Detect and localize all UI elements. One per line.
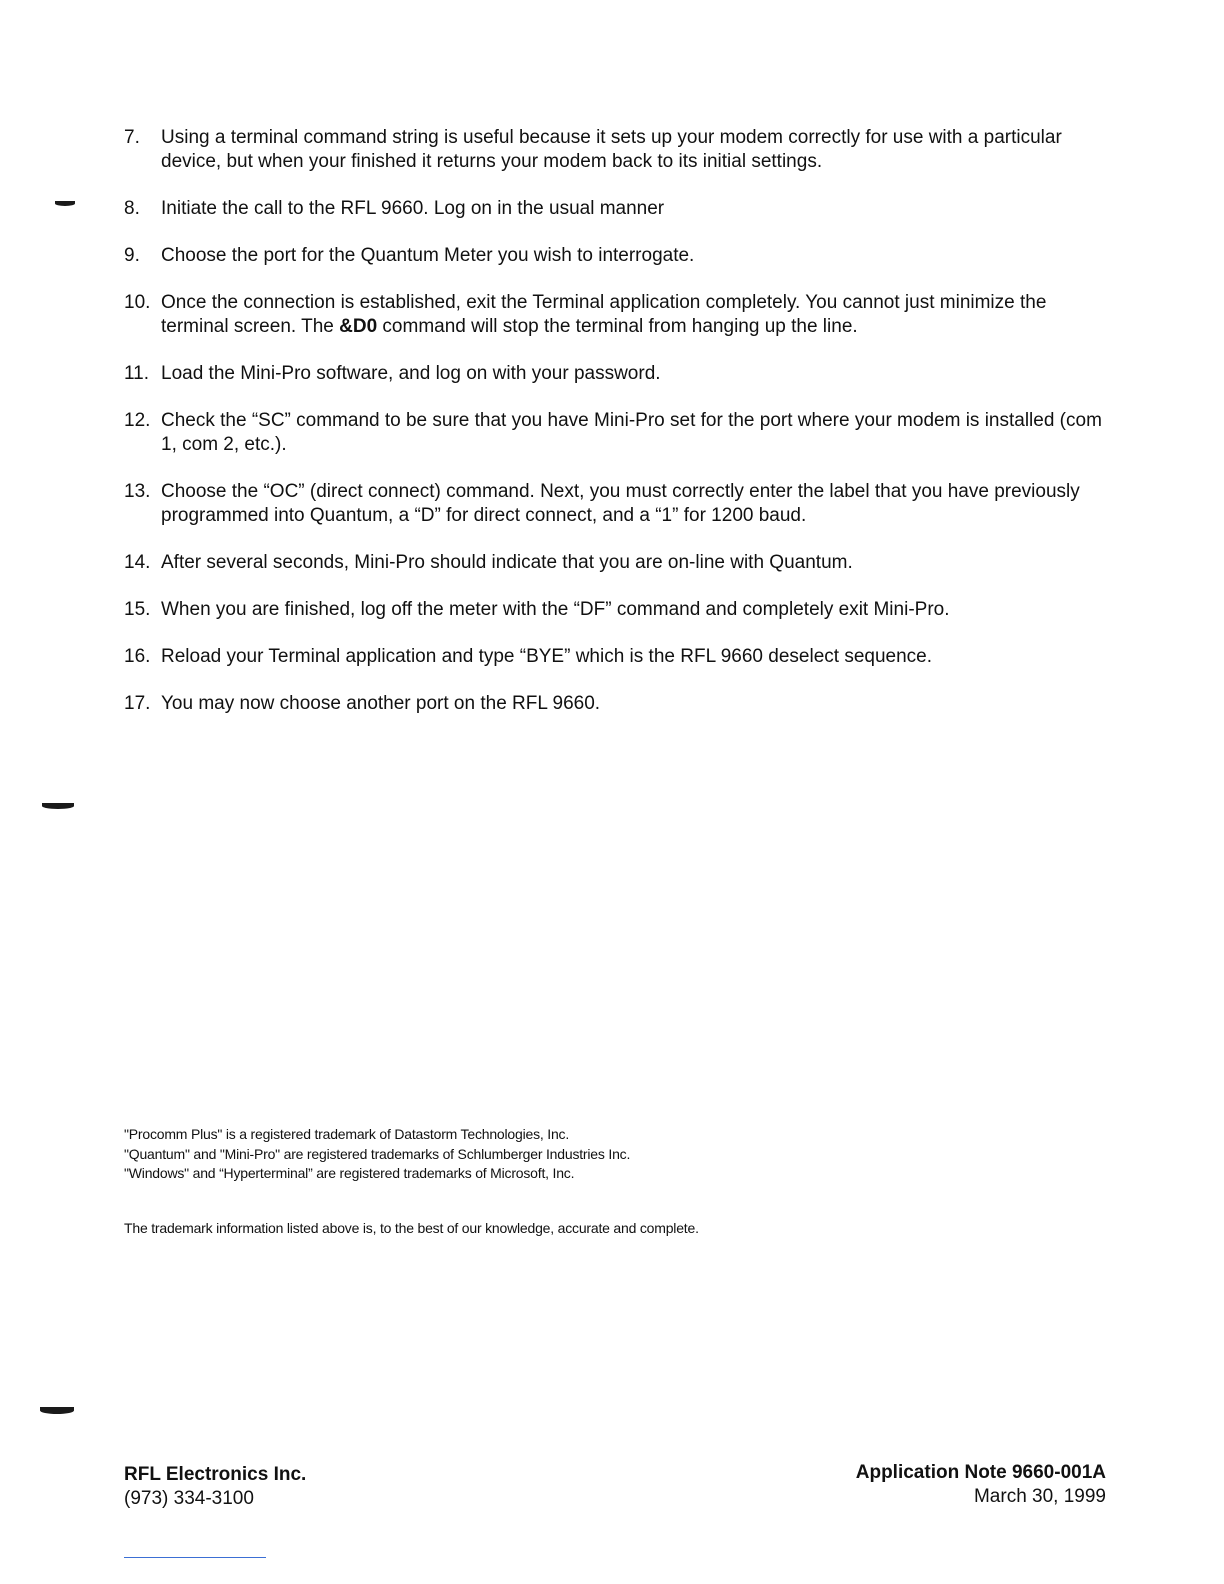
step-number: 9.: [124, 245, 140, 266]
step-text-part: command will stop the terminal from hanging up the line.: [377, 316, 858, 337]
binding-mark: [42, 803, 74, 809]
step-number: 8.: [124, 198, 140, 219]
company-phone: (973) 334-3100: [124, 1488, 254, 1509]
step-number: 11.: [124, 363, 150, 384]
command-code: &D0: [339, 316, 378, 337]
step-text-part: Once the connection is established, exit the Terminal application completely. You cannot just minimize the terminal screen. The: [161, 292, 1047, 337]
step-item: [124, 692, 1104, 716]
footer-document-block: [856, 1461, 1106, 1509]
step-text: Load the Mini-Pro software, and log on with your password.: [161, 363, 661, 384]
step-item: [124, 480, 1104, 528]
step-number: 13.: [124, 481, 151, 502]
step-item: [124, 598, 1104, 622]
step-text: You may now choose another port on the RFL 9660.: [161, 693, 601, 714]
footer-company-block: [124, 1463, 306, 1511]
trademark-notices: [124, 1125, 630, 1184]
step-item: [124, 362, 1104, 386]
step-item: [124, 551, 1104, 575]
step-item: [124, 244, 1104, 268]
step-text: [161, 292, 1046, 337]
step-item: [124, 409, 1104, 457]
step-number: 7.: [124, 127, 140, 148]
step-number: 16.: [124, 646, 151, 667]
trademark-disclaimer: The trademark information listed above is, to the best of our knowledge, accurate and complete.: [124, 1220, 699, 1236]
company-name: RFL Electronics Inc.: [124, 1464, 307, 1485]
instruction-steps-list: [124, 126, 1104, 739]
binding-mark: [55, 201, 75, 206]
trademark-line: "Windows" and “Hyperterminal” are registered trademarks of Microsoft, Inc.: [124, 1165, 575, 1181]
binding-mark: [40, 1407, 74, 1414]
step-item: [124, 126, 1104, 174]
step-text: Check the “SC” command to be sure that you have Mini-Pro set for the port where your modem is installed (com 1, com 2, etc.).: [161, 410, 1102, 455]
footer-rule: [124, 1557, 266, 1558]
trademark-line: "Quantum" and "Mini-Pro" are registered trademarks of Schlumberger Industries Inc.: [124, 1145, 631, 1162]
step-text: Reload your Terminal application and type “BYE” which is the RFL 9660 deselect sequence.: [161, 646, 932, 667]
step-number: 14.: [124, 552, 151, 573]
document-date: March 30, 1999: [973, 1486, 1106, 1507]
step-text: Choose the port for the Quantum Meter you wish to interrogate.: [161, 245, 695, 266]
step-text: Initiate the call to the RFL 9660. Log on in the usual manner: [161, 198, 665, 219]
document-title: Application Note 9660-001A: [855, 1462, 1106, 1483]
step-number: 12.: [124, 410, 151, 431]
step-number: 15.: [124, 599, 151, 620]
step-text: Using a terminal command string is useful because it sets up your modem correctly for use with a particular device, but when your finished it returns your modem back to its initial settings.: [161, 127, 1062, 172]
trademark-line: "Procomm Plus" is a registered trademark of Datastorm Technologies, Inc.: [124, 1126, 570, 1142]
step-number: 10.: [124, 292, 151, 313]
step-item: [124, 291, 1104, 339]
step-item: [124, 645, 1104, 669]
step-text: Choose the “OC” (direct connect) command. Next, you must correctly enter the label that you have previously programmed into Quantum, a “D” for direct connect, and a “1” for 1200 baud.: [161, 481, 1080, 526]
step-text: When you are finished, log off the meter with the “DF” command and completely exit Mini-Pro.: [161, 599, 950, 620]
step-text: After several seconds, Mini-Pro should indicate that you are on-line with Quantum.: [161, 552, 853, 573]
step-item: [124, 197, 1104, 221]
step-number: 17.: [124, 693, 151, 714]
